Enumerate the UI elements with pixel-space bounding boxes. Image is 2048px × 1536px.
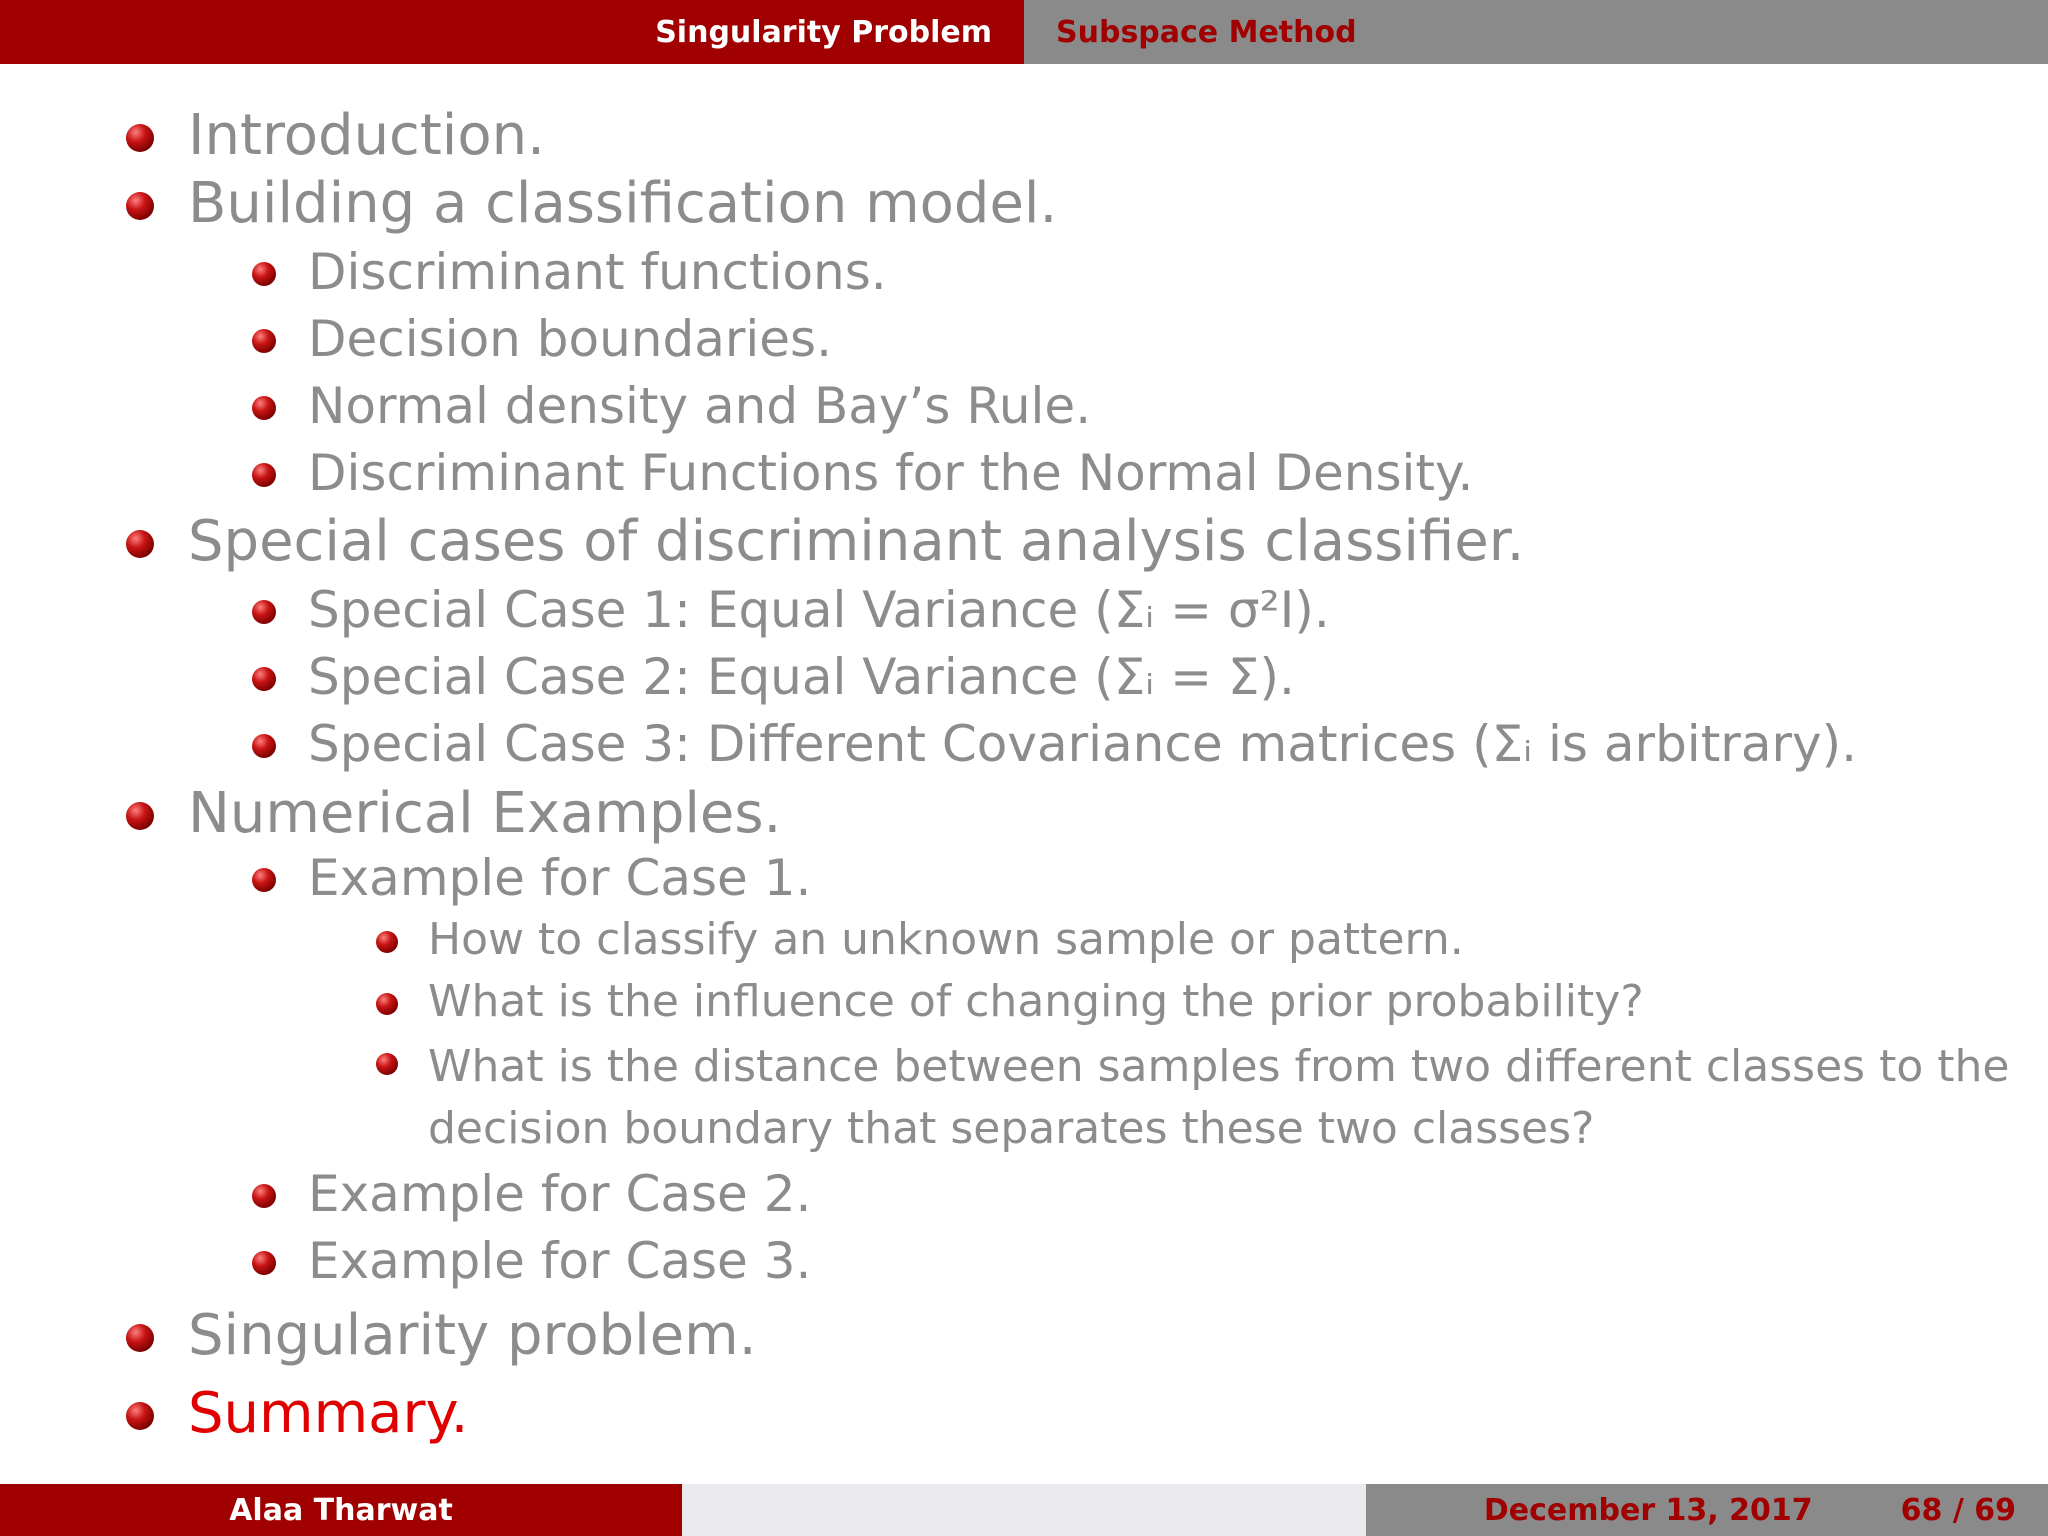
bullet-icon [252, 463, 276, 487]
header-nav-bar [0, 0, 2048, 64]
outline-subitem-example-case-2[interactable]: Example for Case 2. [252, 1164, 811, 1224]
outline-subitem-special-case-3[interactable]: Special Case 3: Different Covariance matrices (Σᵢ is arbitrary). [252, 714, 1857, 774]
bullet-icon [376, 931, 398, 953]
bullet-icon [126, 124, 154, 152]
footer-date: December 13, 2017 [1483, 1492, 1813, 1528]
footer-bar [0, 1484, 2048, 1536]
footer-author: Alaa Tharwat [229, 1492, 453, 1528]
bullet-icon [126, 1402, 154, 1430]
nav-next-section[interactable]: Subspace Method [1056, 14, 1357, 50]
outline-subsubitem-prior-probability[interactable]: What is the influence of changing the prior probability? [376, 976, 1644, 1029]
bullet-icon [126, 530, 154, 558]
bullet-icon [252, 1184, 276, 1208]
bullet-icon [252, 868, 276, 892]
bullet-icon [252, 734, 276, 758]
outline-subsubitem-classify-unknown[interactable]: How to classify an unknown sample or pattern. [376, 914, 1464, 967]
outline-item-building-model[interactable]: Building a classification model. [126, 170, 1057, 237]
bullet-icon [126, 802, 154, 830]
bullet-icon [252, 1251, 276, 1275]
outline-item-singularity-problem[interactable]: Singularity problem. [126, 1302, 757, 1369]
outline-subitem-discriminant-normal[interactable]: Discriminant Functions for the Normal Density. [252, 443, 1473, 503]
bullet-icon [252, 329, 276, 353]
bullet-icon [252, 262, 276, 286]
outline-subitem-example-case-3[interactable]: Example for Case 3. [252, 1231, 811, 1291]
footer-left-section [0, 1484, 682, 1536]
outline-item-summary[interactable]: Summary. [126, 1380, 468, 1447]
outline-subitem-example-case-1[interactable]: Example for Case 1. [252, 848, 811, 908]
outline-subitem-special-case-1[interactable]: Special Case 1: Equal Variance (Σᵢ = σ²I). [252, 580, 1330, 640]
outline-item-numerical-examples[interactable]: Numerical Examples. [126, 780, 781, 847]
footer-right-section [1366, 1484, 2048, 1536]
bullet-icon [376, 1053, 398, 1075]
footer-middle-section [682, 1484, 1366, 1536]
bullet-icon [126, 1324, 154, 1352]
outline-subitem-decision-boundaries[interactable]: Decision boundaries. [252, 309, 832, 369]
outline-subitem-discriminant-functions[interactable]: Discriminant functions. [252, 242, 887, 302]
bullet-icon [252, 667, 276, 691]
outline-item-special-cases[interactable]: Special cases of discriminant analysis classifier. [126, 508, 1524, 575]
bullet-icon [376, 993, 398, 1015]
header-right-section [1024, 0, 2048, 64]
bullet-icon [126, 192, 154, 220]
header-left-section [0, 0, 1024, 64]
bullet-icon [252, 600, 276, 624]
outline-subitem-special-case-2[interactable]: Special Case 2: Equal Variance (Σᵢ = Σ). [252, 647, 1295, 707]
outline-subsubitem-distance-boundary[interactable]: What is the distance between samples from two different classes to the decision boundary that separates these two classes? [376, 1036, 2048, 1159]
nav-current-section[interactable]: Singularity Problem [655, 14, 992, 50]
bullet-icon [252, 396, 276, 420]
outline-subitem-normal-density[interactable]: Normal density and Bay’s Rule. [252, 376, 1091, 436]
outline-item-introduction[interactable]: Introduction. [126, 102, 545, 169]
footer-page-number: 68 / 69 [1900, 1492, 2016, 1528]
